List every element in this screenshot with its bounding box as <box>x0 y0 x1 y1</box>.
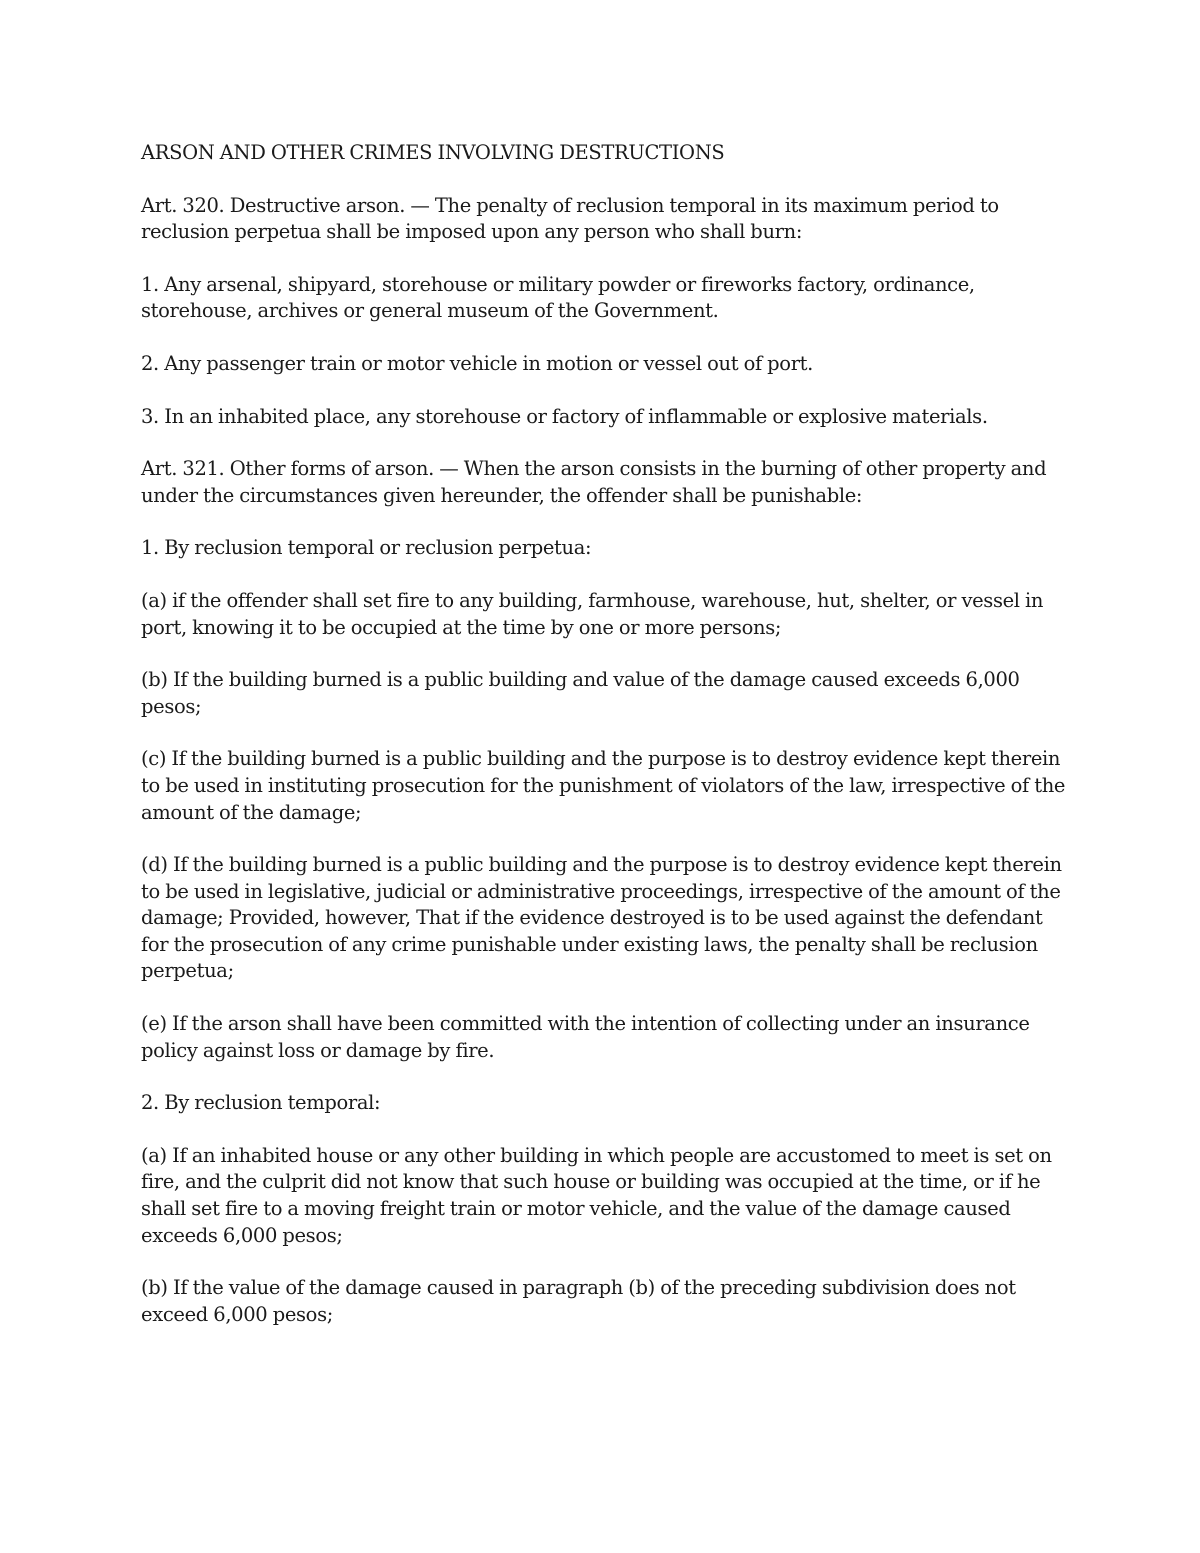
article-321-section-2: 2. By reclusion temporal: <box>141 1091 381 1115</box>
article-320-heading: Art. 320. Destructive arson. — The penalty of reclusion temporal in its maximum period to reclusion perpetua shall be imposed upon any person who shall burn: <box>141 193 999 244</box>
article-320-item-1: 1. Any arsenal, shipyard, storehouse or military powder or fireworks factory, ordinance, storehouse, archives or general museum of the Government. <box>141 272 975 323</box>
article-321-section-1-a: (a) if the offender shall set fire to any building, farmhouse, warehouse, hut, shelter, or vessel in port, knowing it to be occupied at the time by one or more persons; <box>141 588 1044 639</box>
article-321-heading: Art. 321. Other forms of arson. — When the arson consists in the burning of other property and under the circumstances given hereunder, the offender shall be punishable: <box>141 457 1047 507</box>
article-321-section-2-b: (b) If the value of the damage caused in paragraph (b) of the preceding subdivision does not exceed 6,000 pesos; <box>141 1276 1016 1326</box>
article-320-item-2: 2. Any passenger train or motor vehicle in motion or vessel out of port. <box>141 351 814 375</box>
article-321-section-1-c: (c) If the building burned is a public building and the purpose is to destroy evidence kept therein to be used in instituting prosecution for the punishment of violators of the law, irrespective of the amount of the damage; <box>141 747 1066 824</box>
article-321-section-1-e: (e) If the arson shall have been committed with the intention of collecting under an insurance policy against loss or damage by fire. <box>141 1012 1030 1062</box>
document-title: ARSON AND OTHER CRIMES INVOLVING DESTRUCTIONS <box>141 141 725 164</box>
document-page <box>141 140 1071 1354</box>
article-321-section-2-a: (a) If an inhabited house or any other building in which people are accustomed to meet is set on fire, and the culprit did not know that such house or building was occupied at the time, or if he shall set fire to a moving freight train or motor vehicle, and the value of the damage caused exceeds 6,000 pesos; <box>141 1143 1052 1247</box>
article-320-item-3: 3. In an inhabited place, any storehouse or factory of inflammable or explosive materials. <box>141 404 988 428</box>
article-321-section-1: 1. By reclusion temporal or reclusion perpetua: <box>141 536 592 560</box>
article-321-section-1-d: (d) If the building burned is a public building and the purpose is to destroy evidence kept therein to be used in legislative, judicial or administrative proceedings, irrespective of the amount of the damage; Provided, however, That if the evidence destroyed is to be used against the defendant for the prosecution of any crime punishable under existing laws, the penalty shall be reclusion perpetua; <box>141 853 1062 983</box>
article-321-section-1-b: (b) If the building burned is a public building and value of the damage caused exceeds 6,000 pesos; <box>141 668 1020 718</box>
